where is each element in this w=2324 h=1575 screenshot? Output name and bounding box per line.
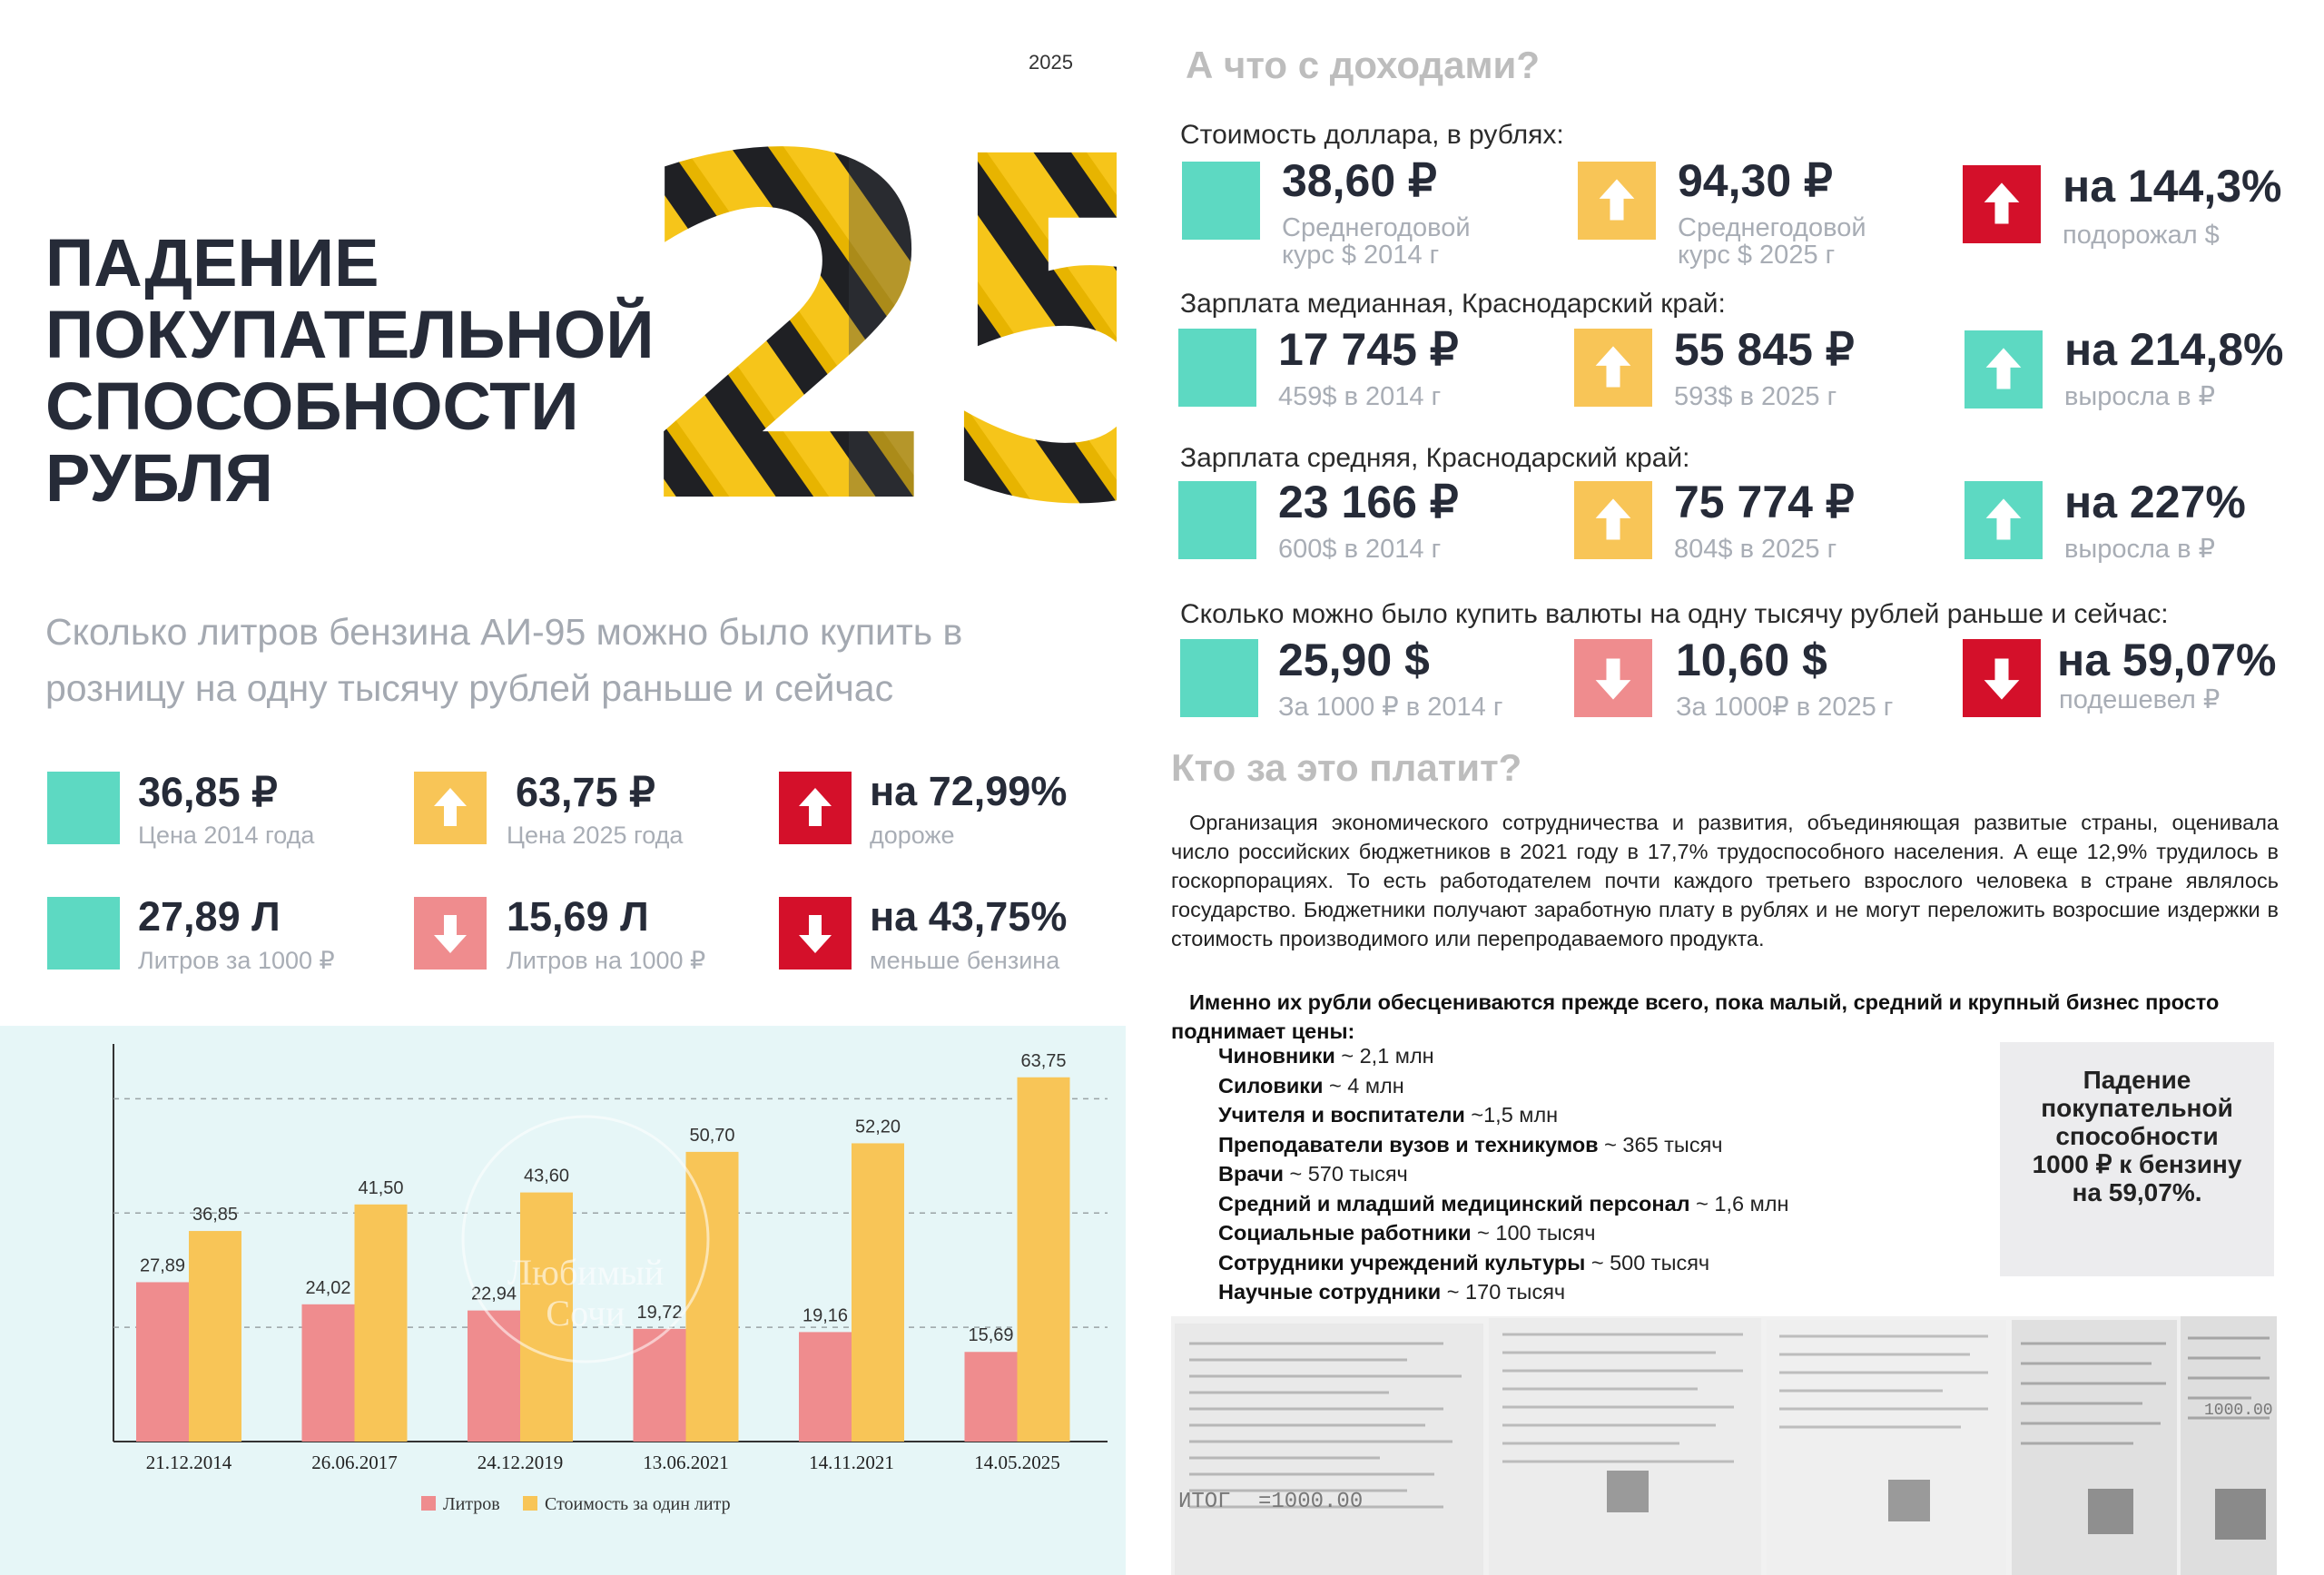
stat-value: 17 745 ₽ xyxy=(1278,324,1459,375)
bar-data-label: 50,70 xyxy=(689,1125,735,1146)
worker-name: Сотрудники учреждений культуры xyxy=(1218,1250,1586,1275)
bar-data-label: 22,94 xyxy=(470,1284,517,1304)
stat-value: 27,89 Л xyxy=(138,893,281,940)
income-heading: А что с доходами? xyxy=(1186,44,1540,86)
stat-value: 10,60 $ xyxy=(1676,635,1827,685)
stat-value: на 72,99% xyxy=(870,768,1068,814)
bar-data-label: 63,75 xyxy=(1020,1050,1067,1071)
bar-data-label: 19,16 xyxy=(802,1305,849,1326)
stat-value: 94,30 ₽ xyxy=(1678,155,1833,206)
stat-caption: 459$ в 2014 г xyxy=(1278,382,1442,411)
stat-caption: 804$ в 2025 г xyxy=(1674,535,1837,564)
bar-price xyxy=(189,1231,241,1442)
worker-count: ~1,5 млн xyxy=(1471,1103,1559,1127)
worker-name: Средний и младший медицинский персонал xyxy=(1218,1191,1690,1216)
stat-caption: Литров на 1000 ₽ xyxy=(507,947,706,974)
row-label: Сколько можно было купить валюты на одну тысячу рублей раньше и сейчас: xyxy=(1180,599,2169,629)
down-arrow-icon xyxy=(1963,639,2041,717)
worker-row xyxy=(1218,1041,1788,1071)
bar-liters xyxy=(965,1352,1018,1442)
down-arrow-icon xyxy=(1574,639,1652,717)
stat-caption: 600$ в 2014 г xyxy=(1278,535,1442,564)
bar-chart xyxy=(0,1026,1126,1575)
big-25-graphic xyxy=(626,141,1117,504)
x-tick-label: 26.06.2017 xyxy=(311,1452,398,1473)
receipt-total-label: ИТОГ xyxy=(1178,1490,1231,1514)
title-line: РУБЛЯ xyxy=(45,440,273,516)
worker-name: Врачи xyxy=(1218,1162,1284,1186)
stat-caption: Цена 2025 года xyxy=(507,822,684,849)
stat-caption: Литров за 1000 ₽ xyxy=(138,947,335,974)
worker-count: ~ 570 тысяч xyxy=(1289,1162,1408,1186)
stat-value: на 214,8% xyxy=(2064,324,2284,375)
bar-data-label: 36,85 xyxy=(192,1205,239,1226)
stat-tile-mint xyxy=(47,897,120,970)
worker-name: Социальные работники xyxy=(1218,1221,1472,1245)
worker-row xyxy=(1218,1071,1788,1101)
up-arrow-icon xyxy=(1574,329,1652,407)
worker-row xyxy=(1218,1189,1788,1219)
up-arrow-icon xyxy=(1965,330,2043,409)
summary-line: покупательной xyxy=(2041,1094,2233,1122)
receipt-image xyxy=(1489,1318,1761,1575)
worker-count: ~ 2,1 млн xyxy=(1341,1044,1434,1068)
bar-price xyxy=(1018,1078,1070,1442)
row-label: Зарплата медианная, Краснодарский край: xyxy=(1180,289,1726,319)
worker-row xyxy=(1218,1277,1788,1307)
watermark-text: Любимый xyxy=(507,1252,665,1293)
receipt-image xyxy=(2012,1320,2177,1575)
stat-caption: За 1000 ₽ в 2014 г xyxy=(1278,693,1503,722)
down-arrow-icon xyxy=(414,897,487,970)
receipts-photos xyxy=(1171,1316,2277,1575)
stat-caption: За 1000₽ в 2025 г xyxy=(1676,693,1894,722)
up-arrow-icon xyxy=(1578,162,1656,240)
worker-count: ~ 365 тысяч xyxy=(1604,1132,1723,1157)
worker-count: ~ 100 тысяч xyxy=(1477,1221,1596,1245)
bar-data-label: 43,60 xyxy=(523,1166,570,1186)
stat-tile-mint xyxy=(1182,162,1260,240)
bar-data-label: 27,89 xyxy=(139,1255,186,1276)
main-title xyxy=(45,227,655,514)
stat-value: 36,85 ₽ xyxy=(138,769,278,815)
stat-caption: выросла в ₽ xyxy=(2064,535,2216,564)
stat-value: 55 845 ₽ xyxy=(1674,324,1855,375)
legend-swatch-liters xyxy=(421,1496,436,1511)
x-tick-label: 13.06.2021 xyxy=(643,1452,729,1473)
worker-count: ~ 1,6 млн xyxy=(1696,1191,1789,1216)
up-arrow-icon xyxy=(1963,165,2041,243)
bar-data-label: 41,50 xyxy=(358,1177,404,1198)
stat-value: на 144,3% xyxy=(2063,161,2282,212)
payers-heading: Кто за это платит? xyxy=(1171,746,1522,789)
bar-price xyxy=(852,1143,904,1442)
stat-tile-mint xyxy=(1180,639,1258,717)
stat-caption: выросла в ₽ xyxy=(2064,382,2216,411)
stat-value: 25,90 $ xyxy=(1278,635,1430,685)
receipt-amount: 1000.00 xyxy=(2204,1402,2273,1420)
worker-name: Научные сотрудники xyxy=(1218,1280,1442,1304)
summary-text xyxy=(2000,1066,2274,1206)
worker-row xyxy=(1218,1159,1788,1189)
receipt-image xyxy=(1175,1324,1483,1575)
title-line: СПОСОБНОСТИ xyxy=(45,369,579,444)
title-line: ПАДЕНИЕ xyxy=(45,225,379,300)
stat-caption: курс $ 2014 г xyxy=(1282,241,1440,270)
bar-data-label: 19,72 xyxy=(636,1302,683,1323)
stat-value: на 227% xyxy=(2064,477,2246,527)
up-arrow-icon xyxy=(1965,481,2043,559)
stat-tile-mint xyxy=(1178,481,1256,559)
watermark-text: Сочи xyxy=(546,1293,625,1334)
up-arrow-icon xyxy=(779,772,852,844)
worker-name: Чиновники xyxy=(1218,1044,1335,1068)
payers-emphasis: Именно их рубли обесцениваются прежде всего, пока малый, средний и крупный бизнес просто поднимает цены: xyxy=(1171,990,2220,1043)
stat-caption: подорожал $ xyxy=(2063,221,2220,250)
stat-value: 75 774 ₽ xyxy=(1674,477,1855,527)
fuel-subtitle: Сколько литров бензина АИ-95 можно было купить в розницу на одну тысячу рублей раньше и сейчас xyxy=(45,611,963,709)
receipt-image xyxy=(1767,1320,2006,1575)
worker-row xyxy=(1218,1130,1788,1160)
worker-row xyxy=(1218,1100,1788,1130)
worker-name: Преподаватели вузов и техникумов xyxy=(1218,1132,1599,1157)
worker-name: Силовики xyxy=(1218,1073,1324,1098)
bar-price xyxy=(355,1205,408,1442)
payers-paragraph: Организация экономического сотрудничества и развития, объединяющая развитые страны, оценивала число российских бюджетников в 2021 году в 17,7% трудоспособного населения. А еще 12,9% трудилось в госкорпорациях. То есть работодателем почти каждого третьего взрослого человека в стране являлось государство. Бюджетники получают заработную плату в рублях и не могут переложить возросшие издержки в стоимость производимого или перепродаваемого продукта. xyxy=(1171,811,2279,950)
bar-data-label: 52,20 xyxy=(854,1117,901,1137)
x-tick-label: 14.05.2025 xyxy=(974,1452,1060,1473)
worker-name: Учителя и воспитатели xyxy=(1218,1103,1465,1127)
stat-tile-mint xyxy=(1178,329,1256,407)
summary-line: на 59,07%. xyxy=(2072,1178,2202,1206)
workers-list xyxy=(1218,1041,1788,1307)
summary-line: Падение xyxy=(2083,1066,2191,1094)
stat-caption: курс $ 2025 г xyxy=(1678,241,1836,270)
worker-count: ~ 170 тысяч xyxy=(1446,1280,1566,1304)
summary-line: 1000 ₽ к бензину xyxy=(2032,1150,2242,1178)
legend-label-liters: Литров xyxy=(443,1494,500,1514)
stat-value: 38,60 ₽ xyxy=(1282,155,1437,206)
row-label: Зарплата средняя, Краснодарский край: xyxy=(1180,443,1690,473)
stat-caption: Цена 2014 года xyxy=(138,822,315,849)
stat-value: 63,75 ₽ xyxy=(516,769,655,815)
stat-value: на 59,07% xyxy=(2057,635,2277,685)
bar-liters xyxy=(302,1304,355,1442)
stat-value: 15,69 Л xyxy=(507,893,649,940)
bar-liters xyxy=(634,1329,686,1442)
legend-swatch-price xyxy=(523,1496,537,1511)
bar-liters xyxy=(136,1282,189,1442)
down-arrow-icon xyxy=(779,897,852,970)
bar-data-label: 15,69 xyxy=(968,1325,1014,1346)
bar-liters xyxy=(799,1332,852,1442)
stat-caption: меньше бензина xyxy=(870,947,1060,974)
bar-data-label: 24,02 xyxy=(305,1277,351,1298)
title-line: ПОКУПАТЕЛЬНОЙ xyxy=(45,297,655,372)
receipt-image xyxy=(2181,1316,2277,1575)
stat-caption: Среднегодовой xyxy=(1282,213,1471,242)
stat-caption: подешевел ₽ xyxy=(2059,685,2221,714)
worker-count: ~ 500 тысяч xyxy=(1590,1250,1710,1275)
summary-box xyxy=(2000,1042,2274,1276)
stat-value: на 43,75% xyxy=(870,893,1068,940)
worker-row xyxy=(1218,1218,1788,1248)
row-label: Стоимость доллара, в рублях: xyxy=(1180,120,1564,150)
stat-caption: дороже xyxy=(870,822,955,849)
x-tick-label: 24.12.2019 xyxy=(477,1452,564,1473)
bar-liters xyxy=(468,1311,520,1442)
legend-label-price: Стоимость за один литр xyxy=(545,1494,731,1514)
stat-tile-mint xyxy=(47,772,120,844)
stat-caption: 593$ в 2025 г xyxy=(1674,382,1837,411)
receipt-total-value: =1000.00 xyxy=(1258,1490,1364,1514)
worker-count: ~ 4 млн xyxy=(1329,1073,1404,1098)
year-label: 2025 xyxy=(1029,51,1073,74)
summary-line: способности xyxy=(2055,1122,2219,1150)
stat-caption: Среднегодовой xyxy=(1678,213,1866,242)
x-tick-label: 21.12.2014 xyxy=(145,1452,232,1473)
worker-row xyxy=(1218,1248,1788,1278)
x-tick-label: 14.11.2021 xyxy=(809,1452,894,1473)
up-arrow-icon xyxy=(414,772,487,844)
up-arrow-icon xyxy=(1574,481,1652,559)
stat-value: 23 166 ₽ xyxy=(1278,477,1459,527)
